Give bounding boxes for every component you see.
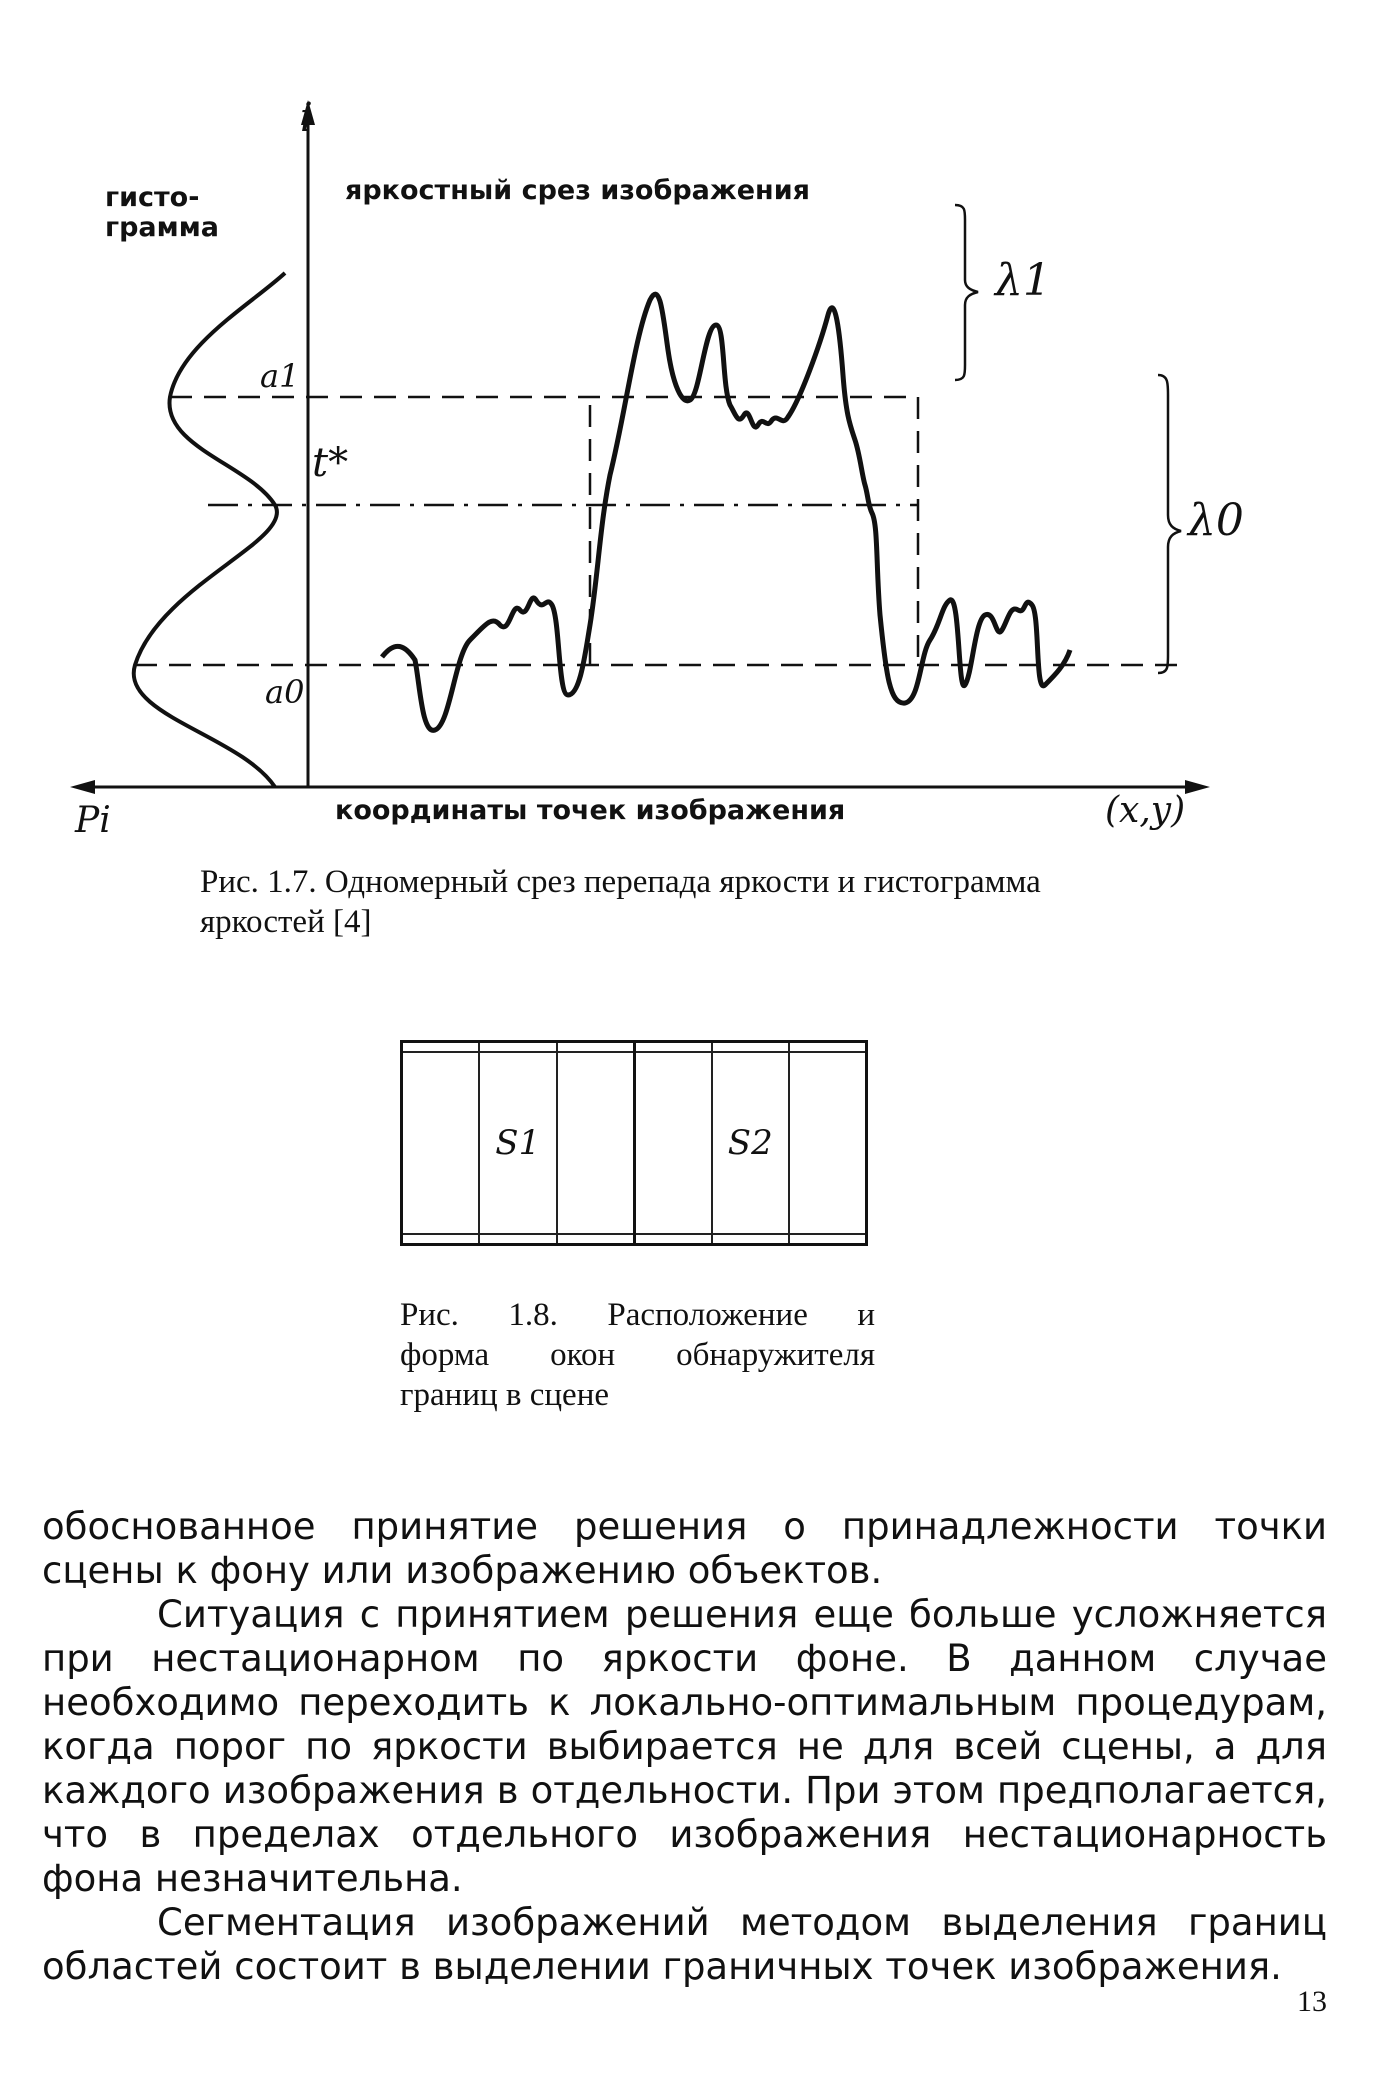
grid-cell <box>557 1234 635 1245</box>
histogram-label-line1: гисто- <box>105 182 200 213</box>
s1-window-cell: S1 <box>479 1052 557 1233</box>
lambda1-label: λ1 <box>995 255 1051 306</box>
grid-cell <box>712 1042 790 1053</box>
detector-windows-grid <box>400 1040 868 1246</box>
grid-cell <box>402 1234 480 1245</box>
lambda0-label: λ0 <box>1188 495 1244 546</box>
histogram-curve <box>134 273 285 787</box>
grid-row <box>402 1234 867 1245</box>
figure-1-7-caption-line2: яркостей [4] <box>200 904 372 940</box>
lambda1-brace <box>955 205 978 380</box>
grid-cell <box>402 1042 480 1053</box>
histogram-label-line2: грамма <box>105 212 220 243</box>
figure-1-8-caption-line2: форма окон обнаружителя <box>400 1337 875 1373</box>
grid-cell <box>789 1052 867 1233</box>
brightness-slice-diagram <box>60 95 1260 875</box>
grid-cell <box>479 1234 557 1245</box>
paragraph-1: обоснованное принятие решения о принадлежности точки сцены к фону или изображению объектов. <box>42 1505 1327 1592</box>
grid-row <box>402 1052 867 1233</box>
grid-cell <box>634 1234 712 1245</box>
grid-cell <box>557 1042 635 1053</box>
grid-cell <box>402 1052 480 1233</box>
i-axis-label: i <box>300 95 313 141</box>
figure-1-8-caption-line1: Рис. 1.8. Расположение и <box>400 1297 875 1333</box>
grid-cell <box>557 1052 635 1233</box>
grid-cell <box>789 1234 867 1245</box>
figure-1-7 <box>60 95 1260 875</box>
paragraph-2: Ситуация с принятием решения еще больше усложняется при нестационарном по яркости фоне. В данном случае необходимо переходить к локально-оптимальным процедурам, когда порог по яркости выбирается не для всей сцены, а для каждого изображения в отдельности. При этом предполагается, что в пределах отдельного изображения нестационарность фона незначительна. <box>42 1593 1327 1900</box>
grid-cell <box>789 1042 867 1053</box>
a0-label: a0 <box>265 673 305 711</box>
grid-row <box>402 1042 867 1053</box>
grid-cell <box>634 1052 712 1233</box>
ideal-step <box>590 397 918 665</box>
paragraph-3: Сегментация изображений методом выделения границ областей состоит в выделении граничных точек изображения. <box>42 1901 1327 1988</box>
grid-cell <box>479 1042 557 1053</box>
p-axis-arrow <box>70 780 95 794</box>
figure-1-7-caption-line1: Рис. 1.7. Одномерный срез перепада яркости и гистограмма <box>200 864 1041 900</box>
figure-1-8-caption-line3: границ в сцене <box>400 1377 610 1413</box>
t-star-label: t* <box>312 440 349 486</box>
coordinates-label: координаты точек изображения <box>335 795 846 826</box>
s2-window-cell: S2 <box>712 1052 790 1233</box>
a1-label: a1 <box>260 357 300 395</box>
x-axis-arrow <box>1185 780 1210 794</box>
lambda0-brace <box>1158 375 1181 673</box>
brightness-slice-label: яркостный срез изображения <box>345 175 810 206</box>
grid-cell <box>634 1042 712 1053</box>
pi-label: Pi <box>75 800 111 841</box>
xy-label: (x,y) <box>1105 790 1186 831</box>
grid-cell <box>712 1234 790 1245</box>
page-number: 13 <box>1297 1985 1327 2018</box>
body-text <box>42 1505 1327 1989</box>
